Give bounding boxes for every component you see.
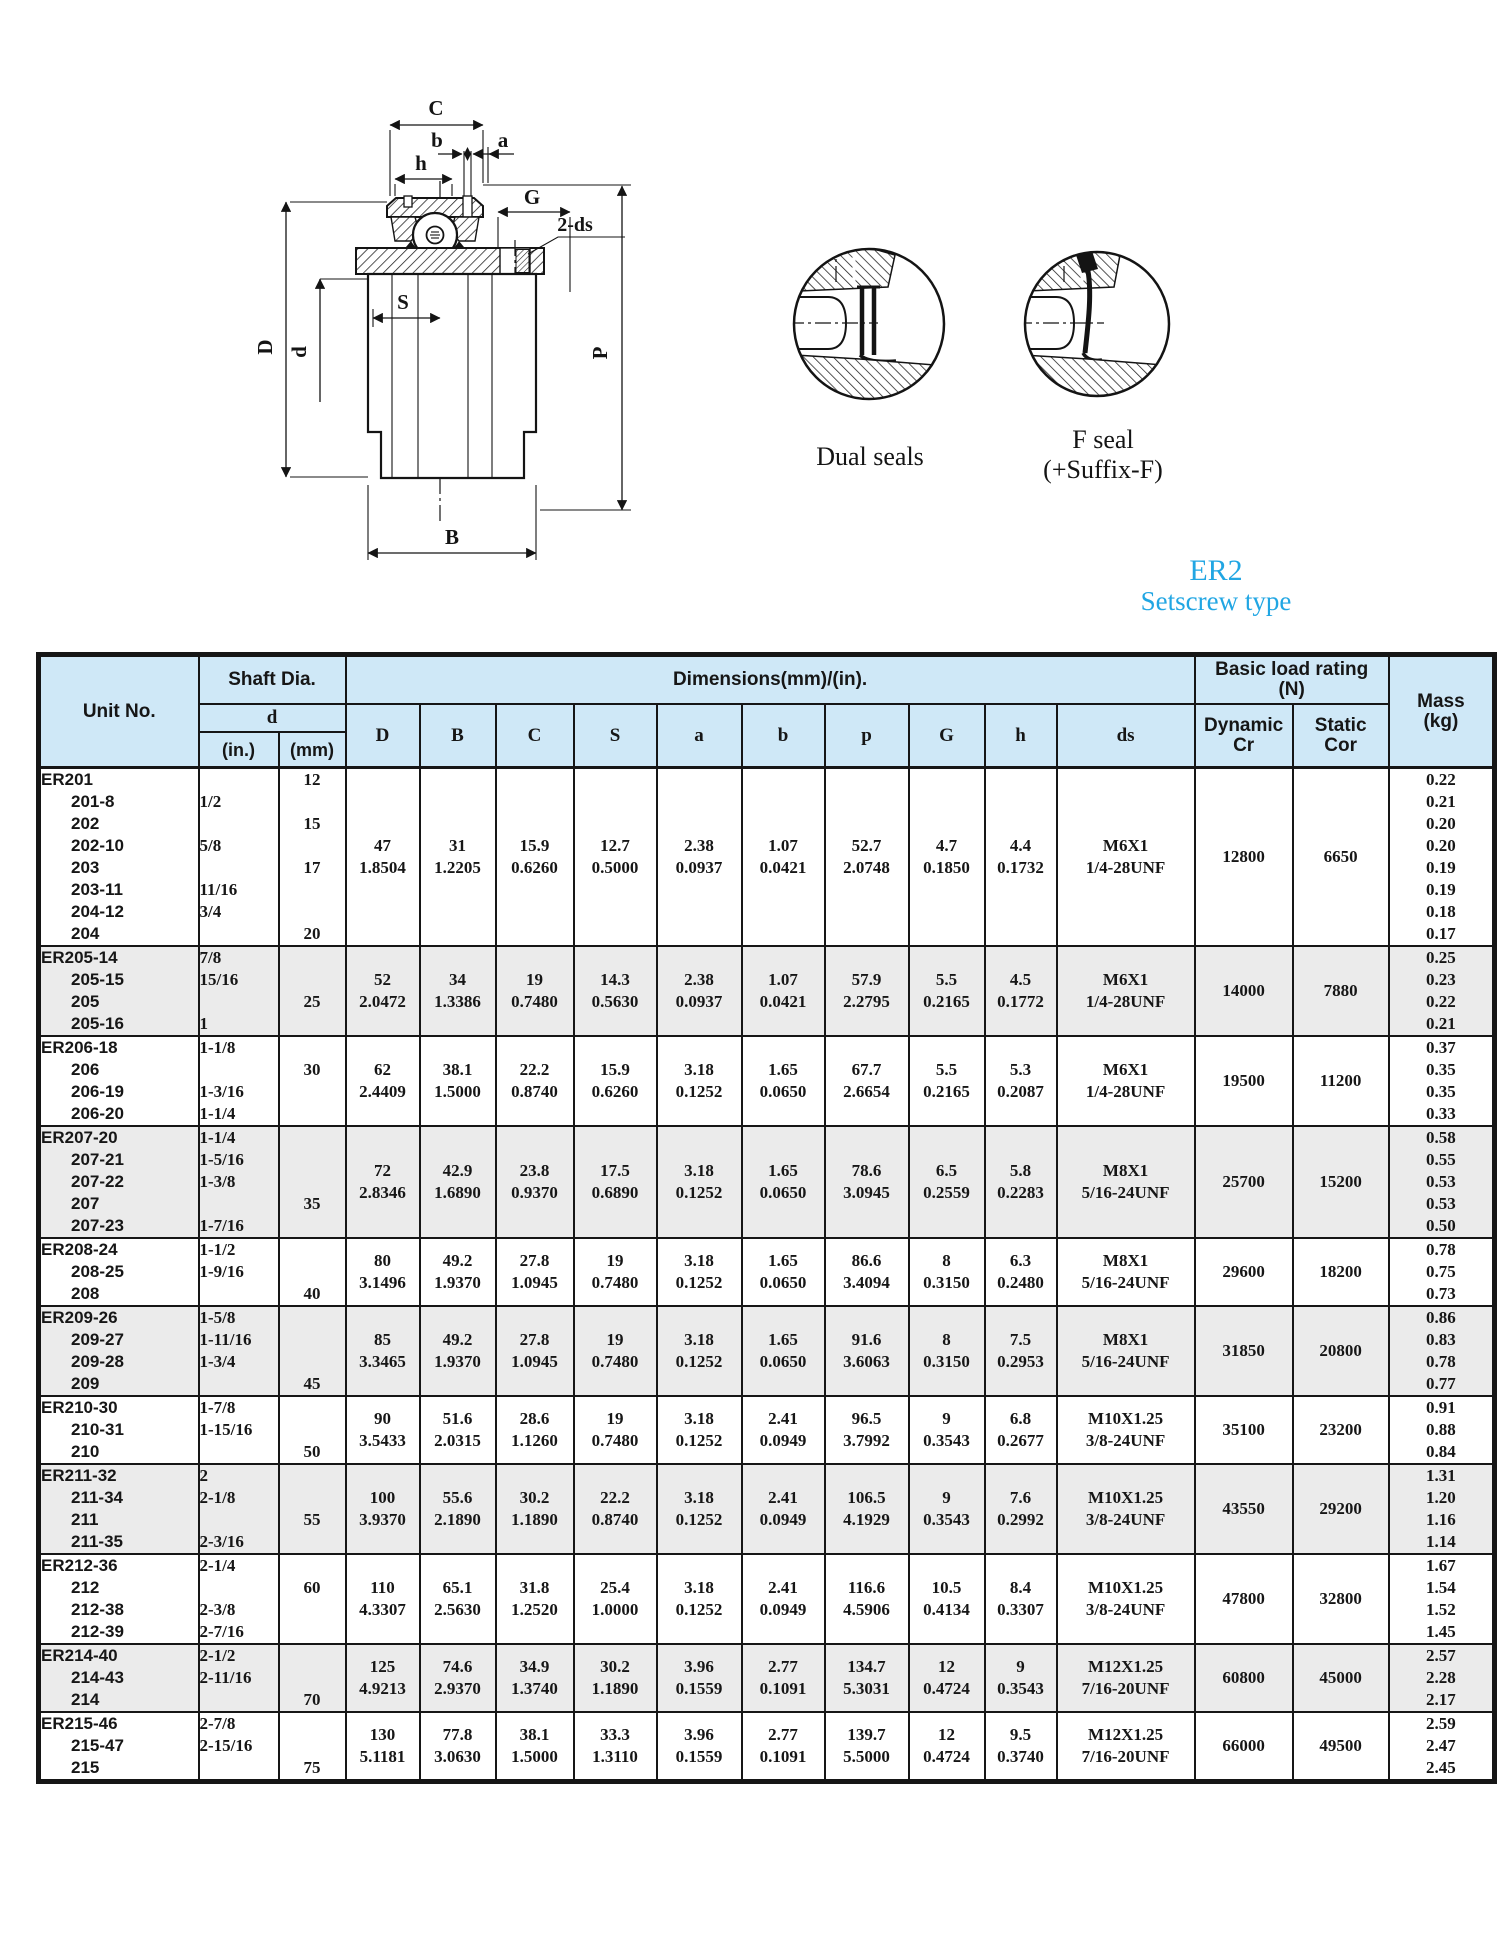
cell-unit-no: ER209-26 209-27 209-28 209	[39, 1306, 199, 1396]
cell-dim-B: 49.2 1.9370	[420, 1238, 496, 1306]
table-row	[39, 1306, 1495, 1396]
cell-dim-h: 6.3 0.2480	[985, 1238, 1057, 1306]
cell-static-cor: 29200	[1293, 1464, 1389, 1554]
header-in: (in.)	[199, 732, 279, 768]
cell-dim-b: 2.41 0.0949	[742, 1396, 825, 1464]
cell-dim-B: 55.6 2.1890	[420, 1464, 496, 1554]
cell-dynamic-cr: 19500	[1195, 1036, 1293, 1126]
cell-dim-S: 33.3 1.3110	[574, 1712, 657, 1782]
cell-shaft-dia-in: 1-1/8 1-3/16 1-1/4	[199, 1036, 279, 1126]
cell-shaft-dia-in: 1-5/8 1-11/16 1-3/4	[199, 1306, 279, 1396]
cell-dim-S: 22.2 0.8740	[574, 1464, 657, 1554]
cell-dim-ds: M10X1.25 3/8-24UNF	[1057, 1554, 1195, 1644]
series-title: ER2	[1189, 554, 1243, 587]
cell-dim-h: 7.6 0.2992	[985, 1464, 1057, 1554]
cell-dim-ds: M6X1 1/4-28UNF	[1057, 946, 1195, 1036]
cell-shaft-dia-mm: 45	[279, 1306, 346, 1396]
header-col-G: G	[909, 704, 985, 768]
cell-dim-a: 2.38 0.0937	[657, 946, 742, 1036]
cell-dim-h: 4.4 0.1732	[985, 768, 1057, 947]
cell-static-cor: 32800	[1293, 1554, 1389, 1644]
svg-text:P: P	[588, 346, 612, 360]
cell-dim-G: 5.5 0.2165	[909, 1036, 985, 1126]
cell-dim-B: 49.2 1.9370	[420, 1306, 496, 1396]
cell-dim-G: 4.7 0.1850	[909, 768, 985, 947]
cell-mass: 0.78 0.75 0.73	[1389, 1238, 1495, 1306]
cell-shaft-dia-mm: 60	[279, 1554, 346, 1644]
cell-unit-no: ER215-46 215-47 215	[39, 1712, 199, 1782]
cell-dim-p: 96.5 3.7992	[825, 1396, 909, 1464]
table-header	[39, 655, 1495, 768]
cell-dim-G: 9 0.3543	[909, 1396, 985, 1464]
cell-dim-D: 72 2.8346	[346, 1126, 420, 1238]
cell-dim-C: 22.2 0.8740	[496, 1036, 574, 1126]
cell-shaft-dia-in: 1-1/4 1-5/16 1-3/8 1-7/16	[199, 1126, 279, 1238]
cell-dim-a: 3.18 0.1252	[657, 1554, 742, 1644]
cell-mass: 0.37 0.35 0.35 0.33	[1389, 1036, 1495, 1126]
seal-detail-views	[770, 235, 1210, 510]
cell-shaft-dia-in: 1-1/2 1-9/16	[199, 1238, 279, 1306]
header-basic-load-rating: Basic load rating (N)	[1195, 655, 1389, 705]
header-unit-no: Unit No.	[39, 655, 199, 768]
cell-dim-S: 12.7 0.5000	[574, 768, 657, 947]
cell-unit-no: ER206-18 206 206-19 206-20	[39, 1036, 199, 1126]
cell-dim-G: 6.5 0.2559	[909, 1126, 985, 1238]
cell-dim-G: 12 0.4724	[909, 1712, 985, 1782]
header-mm: (mm)	[279, 732, 346, 768]
cell-dim-G: 9 0.3543	[909, 1464, 985, 1554]
table-row	[39, 1554, 1495, 1644]
cell-static-cor: 6650	[1293, 768, 1389, 947]
cell-dim-C: 27.8 1.0945	[496, 1306, 574, 1396]
f-seal-caption-line1: F seal	[1072, 425, 1134, 454]
cell-dim-B: 74.6 2.9370	[420, 1644, 496, 1712]
table-row	[39, 946, 1495, 1036]
cell-dim-b: 1.07 0.0421	[742, 768, 825, 947]
cell-unit-no: ER214-40 214-43 214	[39, 1644, 199, 1712]
f-seal-caption-line2: (+Suffix-F)	[1043, 455, 1163, 484]
cell-shaft-dia-mm: 25	[279, 946, 346, 1036]
cell-mass: 2.59 2.47 2.45	[1389, 1712, 1495, 1782]
cell-dim-p: 57.9 2.2795	[825, 946, 909, 1036]
header-static-cor: Static Cor	[1293, 704, 1389, 768]
cell-dim-h: 6.8 0.2677	[985, 1396, 1057, 1464]
cell-mass: 0.86 0.83 0.78 0.77	[1389, 1306, 1495, 1396]
cell-dim-G: 5.5 0.2165	[909, 946, 985, 1036]
outer-ring-section	[387, 147, 483, 217]
cell-dim-D: 100 3.9370	[346, 1464, 420, 1554]
cell-dim-a: 3.18 0.1252	[657, 1126, 742, 1238]
cell-dim-S: 17.5 0.6890	[574, 1126, 657, 1238]
cell-static-cor: 11200	[1293, 1036, 1389, 1126]
table-body	[39, 768, 1495, 1782]
series-title-block	[1096, 554, 1336, 617]
cell-dim-G: 12 0.4724	[909, 1644, 985, 1712]
cell-shaft-dia-in: 1/2 5/8 11/16 3/4	[199, 768, 279, 947]
cell-dim-h: 9.5 0.3740	[985, 1712, 1057, 1782]
dimension-b	[431, 128, 496, 154]
cell-dynamic-cr: 31850	[1195, 1306, 1293, 1396]
cell-dim-b: 1.65 0.0650	[742, 1126, 825, 1238]
dimension-d	[287, 279, 368, 402]
cell-dim-S: 19 0.7480	[574, 1306, 657, 1396]
cell-dim-G: 8 0.3150	[909, 1238, 985, 1306]
cell-dim-a: 3.96 0.1559	[657, 1644, 742, 1712]
header-col-ds: ds	[1057, 704, 1195, 768]
svg-text:d: d	[287, 346, 311, 358]
cell-unit-no: ER210-30 210-31 210	[39, 1396, 199, 1464]
cell-dim-a: 3.18 0.1252	[657, 1036, 742, 1126]
cell-dim-p: 78.6 3.0945	[825, 1126, 909, 1238]
cell-mass: 0.25 0.23 0.22 0.21	[1389, 946, 1495, 1036]
cell-dim-B: 38.1 1.5000	[420, 1036, 496, 1126]
cell-mass: 1.31 1.20 1.16 1.14	[1389, 1464, 1495, 1554]
cell-unit-no: ER207-20 207-21 207-22 207 207-23	[39, 1126, 199, 1238]
cell-dim-b: 2.41 0.0949	[742, 1464, 825, 1554]
cell-dim-S: 19 0.7480	[574, 1396, 657, 1464]
header-col-B: B	[420, 704, 496, 768]
header-d: d	[199, 704, 346, 732]
cell-static-cor: 7880	[1293, 946, 1389, 1036]
cell-unit-no: ER212-36 212 212-38 212-39	[39, 1554, 199, 1644]
table-row	[39, 1644, 1495, 1712]
sleeve-body	[368, 274, 536, 478]
cell-dim-S: 25.4 1.0000	[574, 1554, 657, 1644]
cell-dim-C: 31.8 1.2520	[496, 1554, 574, 1644]
cell-dim-b: 2.77 0.1091	[742, 1644, 825, 1712]
cell-dim-a: 3.18 0.1252	[657, 1396, 742, 1464]
cell-dim-C: 27.8 1.0945	[496, 1238, 574, 1306]
cell-dynamic-cr: 29600	[1195, 1238, 1293, 1306]
header-col-b: b	[742, 704, 825, 768]
cell-dim-p: 106.5 4.1929	[825, 1464, 909, 1554]
cell-dim-D: 80 3.1496	[346, 1238, 420, 1306]
cell-dim-b: 1.65 0.0650	[742, 1306, 825, 1396]
cell-mass: 2.57 2.28 2.17	[1389, 1644, 1495, 1712]
cell-dim-C: 19 0.7480	[496, 946, 574, 1036]
svg-text:a: a	[497, 128, 509, 152]
cell-dim-p: 116.6 4.5906	[825, 1554, 909, 1644]
cell-dynamic-cr: 35100	[1195, 1396, 1293, 1464]
cell-unit-no: ER211-32 211-34 211 211-35	[39, 1464, 199, 1554]
cell-dim-p: 91.6 3.6063	[825, 1306, 909, 1396]
cell-dim-D: 110 4.3307	[346, 1554, 420, 1644]
cell-dim-C: 38.1 1.5000	[496, 1712, 574, 1782]
cell-dim-B: 77.8 3.0630	[420, 1712, 496, 1782]
cell-dim-b: 2.77 0.1091	[742, 1712, 825, 1782]
cell-mass: 0.22 0.21 0.20 0.20 0.19 0.19 0.18 0.17	[1389, 768, 1495, 947]
cell-dynamic-cr: 12800	[1195, 768, 1293, 947]
cell-dim-ds: M6X1 1/4-28UNF	[1057, 1036, 1195, 1126]
table-row	[39, 1396, 1495, 1464]
cell-shaft-dia-mm: 30	[279, 1036, 346, 1126]
header-col-h: h	[985, 704, 1057, 768]
cell-static-cor: 15200	[1293, 1126, 1389, 1238]
cell-dynamic-cr: 43550	[1195, 1464, 1293, 1554]
cell-dim-ds: M12X1.25 7/16-20UNF	[1057, 1712, 1195, 1782]
cell-dim-ds: M10X1.25 3/8-24UNF	[1057, 1396, 1195, 1464]
cell-unit-no: ER208-24 208-25 208	[39, 1238, 199, 1306]
cell-dim-B: 65.1 2.5630	[420, 1554, 496, 1644]
cell-shaft-dia-in: 2-7/8 2-15/16	[199, 1712, 279, 1782]
cell-dim-a: 3.18 0.1252	[657, 1238, 742, 1306]
cell-dim-C: 15.9 0.6260	[496, 768, 574, 947]
cell-dim-B: 51.6 2.0315	[420, 1396, 496, 1464]
cell-dim-S: 15.9 0.6260	[574, 1036, 657, 1126]
cell-shaft-dia-in: 2-1/2 2-11/16	[199, 1644, 279, 1712]
cell-dim-a: 3.18 0.1252	[657, 1306, 742, 1396]
table-row	[39, 1036, 1495, 1126]
cell-dim-D: 47 1.8504	[346, 768, 420, 947]
table-row	[39, 768, 1495, 947]
cell-static-cor: 18200	[1293, 1238, 1389, 1306]
cell-dim-G: 10.5 0.4134	[909, 1554, 985, 1644]
table-row	[39, 1464, 1495, 1554]
cell-dim-B: 34 1.3386	[420, 946, 496, 1036]
cell-dim-h: 5.3 0.2087	[985, 1036, 1057, 1126]
series-subtitle: Setscrew type	[1140, 586, 1292, 616]
cell-dim-a: 3.18 0.1252	[657, 1464, 742, 1554]
header-dynamic-cr: Dynamic Cr	[1195, 704, 1293, 768]
cell-dim-p: 67.7 2.6654	[825, 1036, 909, 1126]
cell-static-cor: 45000	[1293, 1644, 1389, 1712]
svg-text:G: G	[523, 185, 541, 209]
cell-dim-D: 125 4.9213	[346, 1644, 420, 1712]
cell-dim-D: 90 3.5433	[346, 1396, 420, 1464]
cell-shaft-dia-in: 2-1/4 2-3/8 2-7/16	[199, 1554, 279, 1644]
cell-mass: 0.58 0.55 0.53 0.53 0.50	[1389, 1126, 1495, 1238]
table-row	[39, 1238, 1495, 1306]
cell-shaft-dia-in: 2 2-1/8 2-3/16	[199, 1464, 279, 1554]
cell-dynamic-cr: 66000	[1195, 1712, 1293, 1782]
svg-text:h: h	[415, 151, 427, 175]
spec-table	[36, 652, 1497, 1784]
svg-text:2-ds: 2-ds	[557, 214, 593, 236]
dimension-a	[488, 128, 514, 183]
cell-shaft-dia-mm: 40	[279, 1238, 346, 1306]
cell-dim-ds: M6X1 1/4-28UNF	[1057, 768, 1195, 947]
svg-text:C: C	[428, 96, 444, 120]
cell-shaft-dia-mm: 70	[279, 1644, 346, 1712]
cell-shaft-dia-mm: 12 15 17 20	[279, 768, 346, 947]
cell-dim-C: 23.8 0.9370	[496, 1126, 574, 1238]
cell-dim-C: 30.2 1.1890	[496, 1464, 574, 1554]
cell-dynamic-cr: 47800	[1195, 1554, 1293, 1644]
cell-dim-b: 1.65 0.0650	[742, 1238, 825, 1306]
cell-unit-no: ER205-14 205-15 205 205-16	[39, 946, 199, 1036]
cell-dim-B: 42.9 1.6890	[420, 1126, 496, 1238]
header-dimensions: Dimensions(mm)/(in).	[346, 655, 1195, 705]
cell-shaft-dia-mm: 75	[279, 1712, 346, 1782]
cell-dim-S: 19 0.7480	[574, 1238, 657, 1306]
cell-dim-b: 2.41 0.0949	[742, 1554, 825, 1644]
cell-dim-D: 52 2.0472	[346, 946, 420, 1036]
cell-dim-ds: M8X1 5/16-24UNF	[1057, 1126, 1195, 1238]
table-row	[39, 1712, 1495, 1782]
cell-unit-no: ER201 201-8 202 202-10 203 203-11 204-12 204	[39, 768, 199, 947]
header-col-D: D	[346, 704, 420, 768]
cell-dim-S: 30.2 1.1890	[574, 1644, 657, 1712]
cell-dynamic-cr: 14000	[1195, 946, 1293, 1036]
svg-text:S: S	[397, 290, 409, 314]
cell-dim-p: 139.7 5.5000	[825, 1712, 909, 1782]
header-col-S: S	[574, 704, 657, 768]
cell-dim-D: 62 2.4409	[346, 1036, 420, 1126]
cell-static-cor: 20800	[1293, 1306, 1389, 1396]
cell-dim-h: 9 0.3543	[985, 1644, 1057, 1712]
header-col-p: p	[825, 704, 909, 768]
cell-dim-G: 8 0.3150	[909, 1306, 985, 1396]
cell-mass: 1.67 1.54 1.52 1.45	[1389, 1554, 1495, 1644]
cell-static-cor: 23200	[1293, 1396, 1389, 1464]
cell-mass: 0.91 0.88 0.84	[1389, 1396, 1495, 1464]
cell-dim-h: 7.5 0.2953	[985, 1306, 1057, 1396]
cell-dim-b: 1.07 0.0421	[742, 946, 825, 1036]
svg-text:D: D	[253, 339, 277, 355]
cell-dim-B: 31 1.2205	[420, 768, 496, 947]
cell-dim-S: 14.3 0.5630	[574, 946, 657, 1036]
cell-dim-ds: M8X1 5/16-24UNF	[1057, 1238, 1195, 1306]
cell-dim-C: 34.9 1.3740	[496, 1644, 574, 1712]
cell-dim-h: 4.5 0.1772	[985, 946, 1057, 1036]
cell-dynamic-cr: 60800	[1195, 1644, 1293, 1712]
cell-dim-C: 28.6 1.1260	[496, 1396, 574, 1464]
header-shaft-dia: Shaft Dia.	[199, 655, 346, 705]
cell-dynamic-cr: 25700	[1195, 1126, 1293, 1238]
cell-dim-b: 1.65 0.0650	[742, 1036, 825, 1126]
header-mass: Mass (kg)	[1389, 655, 1495, 768]
cell-dim-a: 3.96 0.1559	[657, 1712, 742, 1782]
dimension-h	[395, 151, 452, 196]
dual-seals-detail	[788, 239, 944, 471]
dual-seals-caption: Dual seals	[816, 442, 924, 471]
cell-dim-p: 86.6 3.4094	[825, 1238, 909, 1306]
cell-dim-h: 8.4 0.3307	[985, 1554, 1057, 1644]
cell-dim-a: 2.38 0.0937	[657, 768, 742, 947]
cell-shaft-dia-in: 7/8 15/16 1	[199, 946, 279, 1036]
header-col-C: C	[496, 704, 574, 768]
cell-shaft-dia-mm: 50	[279, 1396, 346, 1464]
cell-shaft-dia-mm: 55	[279, 1464, 346, 1554]
svg-text:b: b	[431, 128, 443, 152]
cell-dim-h: 5.8 0.2283	[985, 1126, 1057, 1238]
table-row	[39, 1126, 1495, 1238]
dimension-B	[368, 485, 536, 560]
cell-dim-D: 130 5.1181	[346, 1712, 420, 1782]
cell-static-cor: 49500	[1293, 1712, 1389, 1782]
cell-dim-p: 52.7 2.0748	[825, 768, 909, 947]
cell-dim-ds: M8X1 5/16-24UNF	[1057, 1306, 1195, 1396]
cell-dim-ds: M10X1.25 3/8-24UNF	[1057, 1464, 1195, 1554]
cell-dim-ds: M12X1.25 7/16-20UNF	[1057, 1644, 1195, 1712]
header-col-a: a	[657, 704, 742, 768]
svg-text:B: B	[444, 525, 460, 549]
cell-shaft-dia-in: 1-7/8 1-15/16	[199, 1396, 279, 1464]
f-seal-detail	[1016, 239, 1169, 484]
cell-dim-p: 134.7 5.3031	[825, 1644, 909, 1712]
bearing-cross-section-drawing	[175, 55, 695, 570]
cell-dim-D: 85 3.3465	[346, 1306, 420, 1396]
cell-shaft-dia-mm: 35	[279, 1126, 346, 1238]
